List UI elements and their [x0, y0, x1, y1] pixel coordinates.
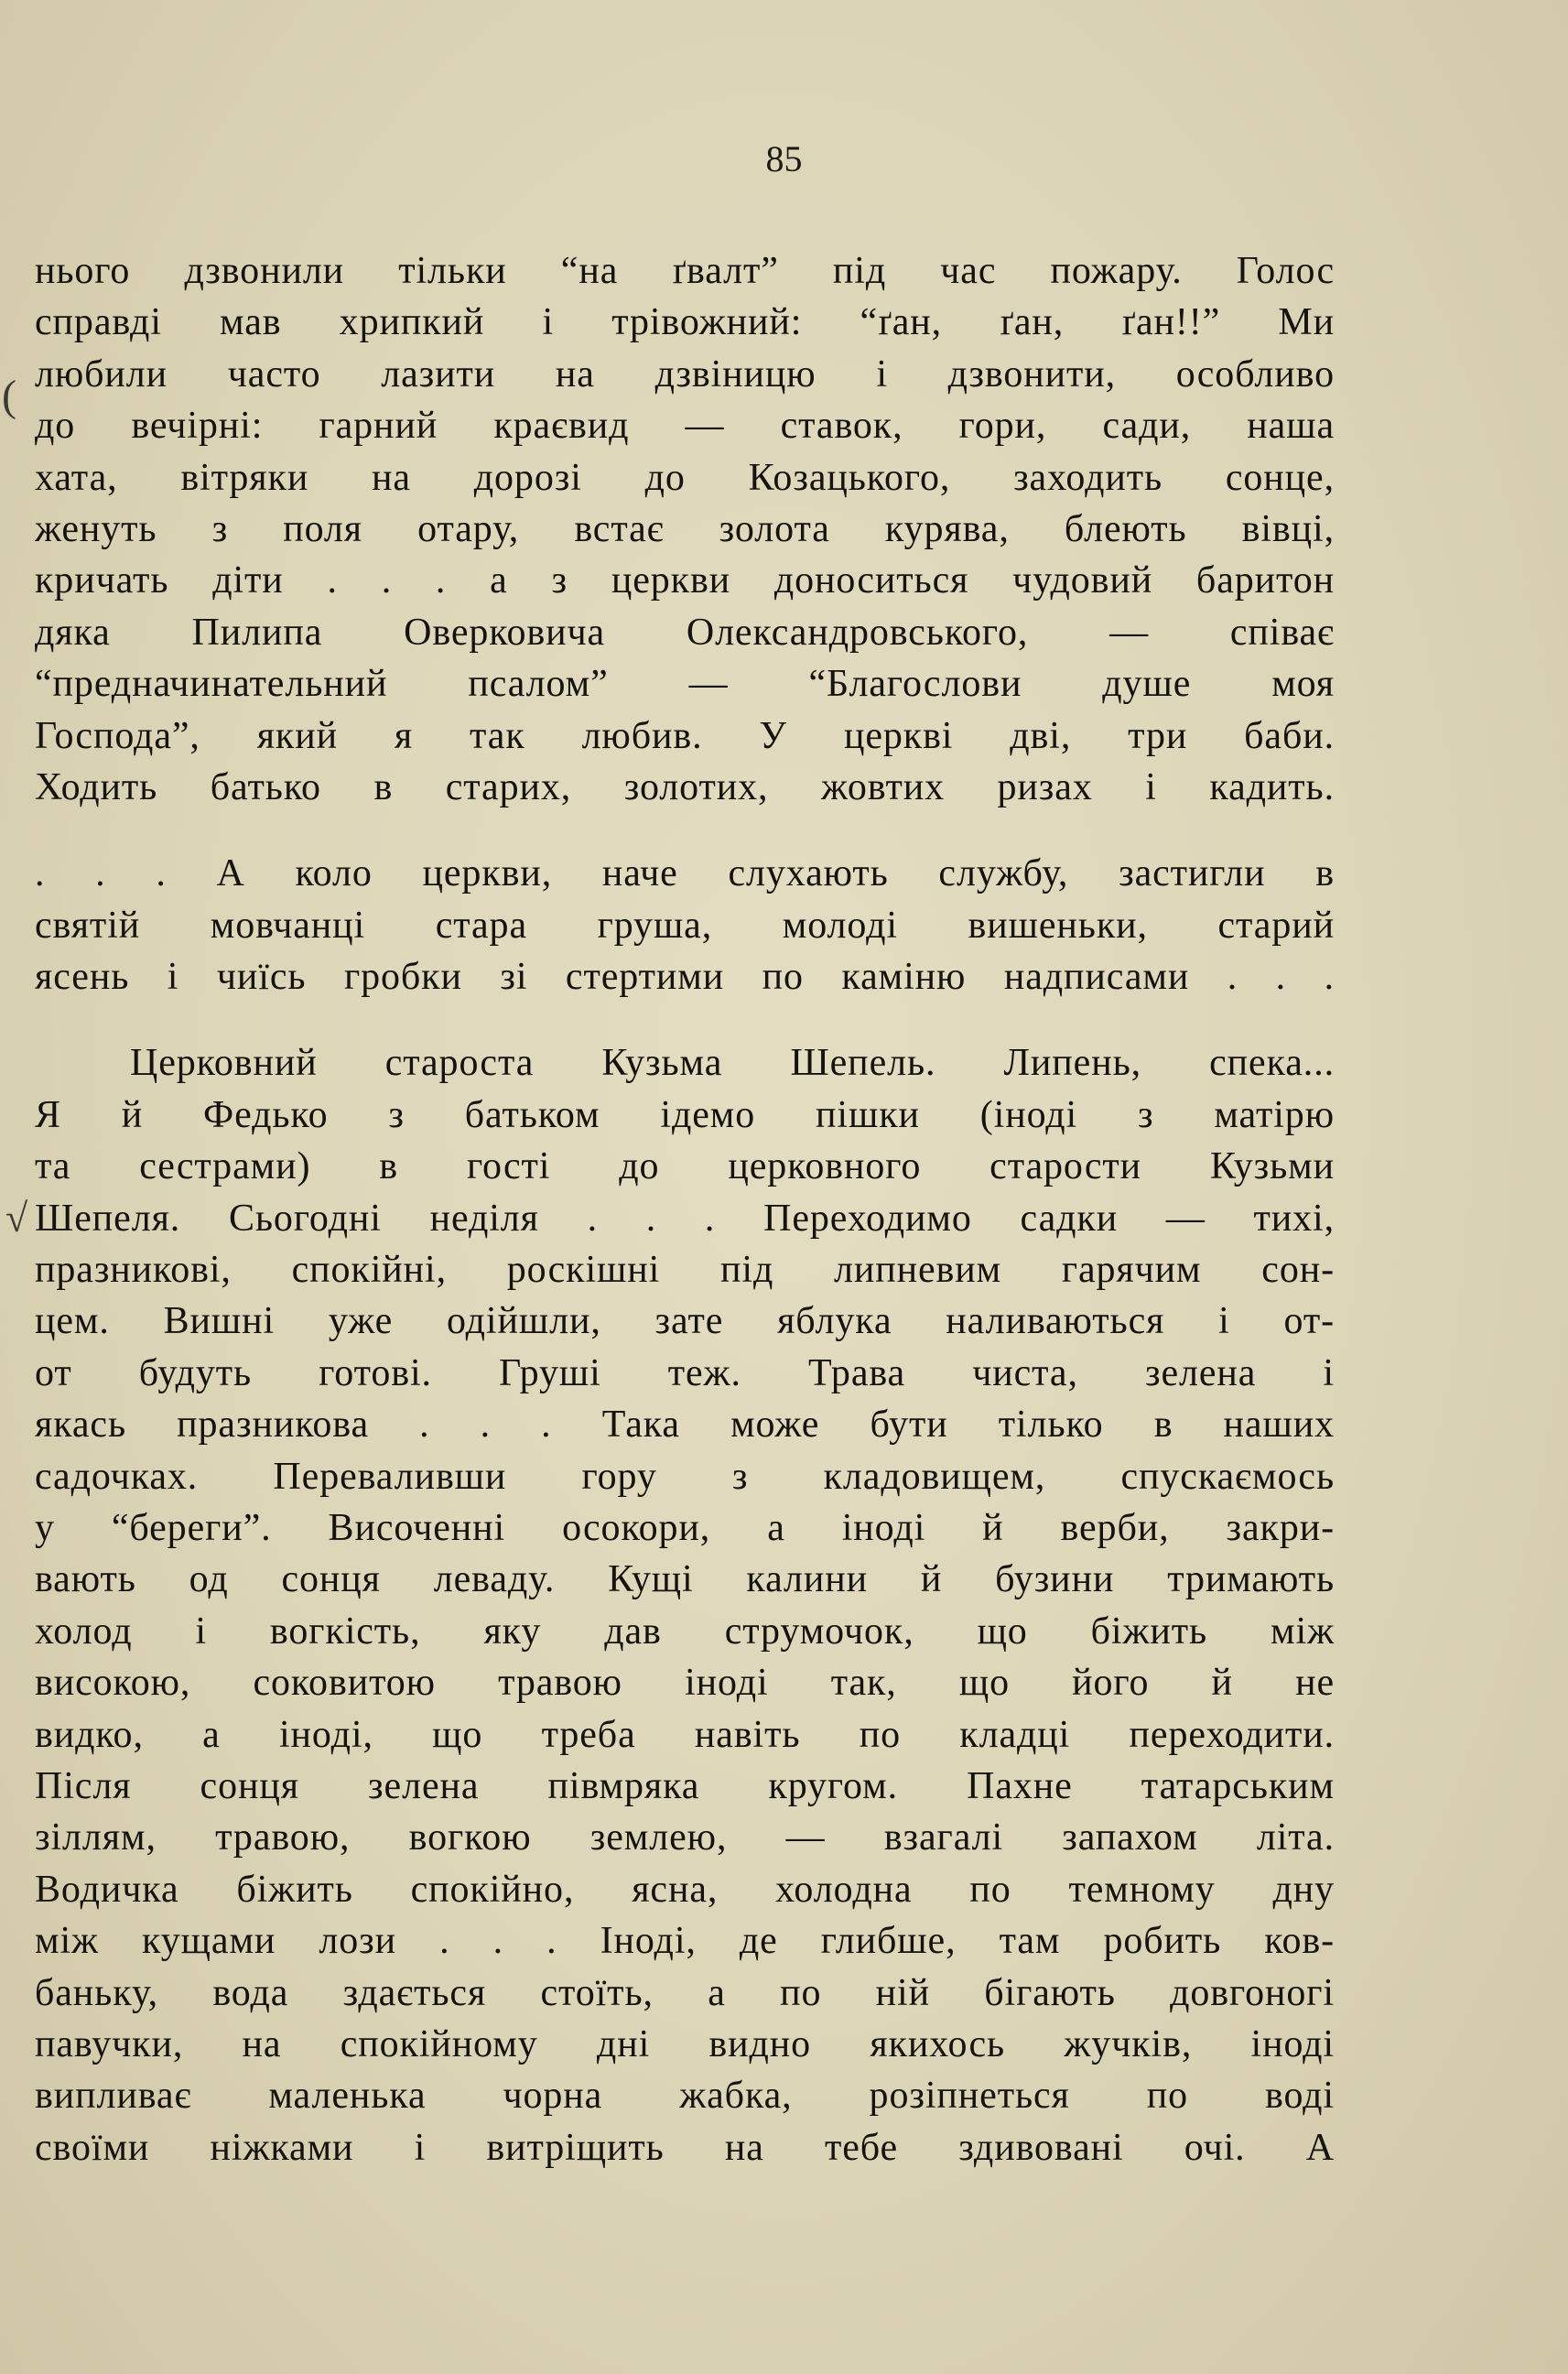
text-line: садочках. Переваливши гору з кладовищем, спускаємось — [35, 1455, 1335, 1498]
text-line: хата, вітряки на дорозі до Козацького, заходить сонце, — [35, 456, 1335, 499]
text-line: високою, соковитою травою іноді так, що його й не — [35, 1662, 1335, 1705]
text-line: Господа”, який я так любив. У церкві дві, три баби. — [35, 714, 1335, 757]
text-line: холод і вогкість, яку дав струмочок, що біжить між — [35, 1610, 1335, 1653]
text-line: кричать діти . . . а з церкви доноситься чудовий баритон — [35, 559, 1335, 602]
text-line: Ходить батько в старих, золотих, жовтих ризах і кадить. — [35, 765, 1335, 808]
paragraph-spacer — [35, 813, 1335, 848]
body-text — [35, 245, 1335, 2173]
text-line: справді мав хрипкий і трівожний: “ґан, ґан, ґан!!” Ми — [35, 301, 1335, 344]
text-line: Шепеля. Сьогодні неділя . . . Переходимо садки — тихі, — [35, 1197, 1335, 1240]
paragraph-3 — [35, 1037, 1335, 2173]
text-line: якась празникова . . . Така може бути тілько в наших — [35, 1404, 1335, 1447]
text-line: любили часто лазити на дзвіницю і дзвонити, особливо — [35, 352, 1335, 396]
text-line: Після сонця зелена півмряка кругом. Пахне татарським — [35, 1764, 1335, 1807]
text-line: вають од сонця леваду. Кущі калини й бузини тримають — [35, 1558, 1335, 1601]
text-line: нього дзвонили тільки “на ґвалт” під час пожару. Голос — [35, 250, 1335, 292]
text-line: павучки, на спокійному дні видно якихось жучків, іноді — [35, 2022, 1335, 2065]
text-line: до вечірні: гарний краєвид — ставок, гори, сади, наша — [35, 405, 1335, 448]
text-line: цем. Вишні уже одійшли, зате яблука наливаються і от- — [35, 1300, 1335, 1343]
text-line: дяка Пилипа Оверковича Олександровського, — співає — [35, 611, 1335, 654]
paragraph-1 — [35, 245, 1335, 813]
text-line: у “береги”. Височенні осокори, а іноді й верби, закри- — [35, 1506, 1335, 1549]
text-line: Церковний староста Кузьма Шепель. Липень, спека... — [130, 1042, 1335, 1085]
margin-bracket-mark: ( — [2, 372, 16, 420]
text-line: своїми ніжками і витріщить на тебе здивовані очі. А — [35, 2126, 1335, 2169]
paragraph-2 — [35, 848, 1335, 1003]
margin-check-mark: √ — [5, 1196, 28, 1241]
text-line: між кущами лози . . . Іноді, де глибше, там робить ков- — [35, 1920, 1335, 1963]
text-line: зіллям, травою, вогкою землею, — взагалі запахом літа. — [35, 1816, 1335, 1859]
text-line: та сестрами) в гості до церковного старости Кузьми — [35, 1145, 1335, 1188]
text-line: Водичка біжить спокійно, ясна, холодна по темному дну — [35, 1868, 1335, 1911]
text-line: видко, а іноді, що треба навіть по кладці переходити. — [35, 1713, 1335, 1756]
page-number: 85 — [765, 138, 803, 179]
text-line: ясень і чиїсь гробки зі стертими по каміню надписами . . . — [35, 956, 1335, 999]
text-line: баньку, вода здається стоїть, а по ній бігають довгоногі — [35, 1971, 1335, 2014]
text-line: . . . А коло церкви, наче слухають службу, застигли в — [35, 852, 1335, 895]
text-line: святій мовчанці стара груша, молоді вишеньки, старий — [35, 904, 1335, 947]
text-line: празникові, спокійні, роскішні під липневим гарячим сон- — [35, 1249, 1335, 1292]
text-line: Я й Федько з батьком ідемо пішки (іноді з матірю — [35, 1093, 1335, 1136]
text-line: женуть з поля отару, встає золота курява, блеють вівці, — [35, 507, 1335, 550]
paragraph-spacer — [35, 1003, 1335, 1037]
text-line: випливає маленька чорна жабка, розіпнеться по воді — [35, 2075, 1335, 2118]
text-line: от будуть готові. Груші теж. Трава чиста, зелена і — [35, 1351, 1335, 1394]
text-line: “предначинательний псалом” — “Благослови душе моя — [35, 663, 1335, 706]
